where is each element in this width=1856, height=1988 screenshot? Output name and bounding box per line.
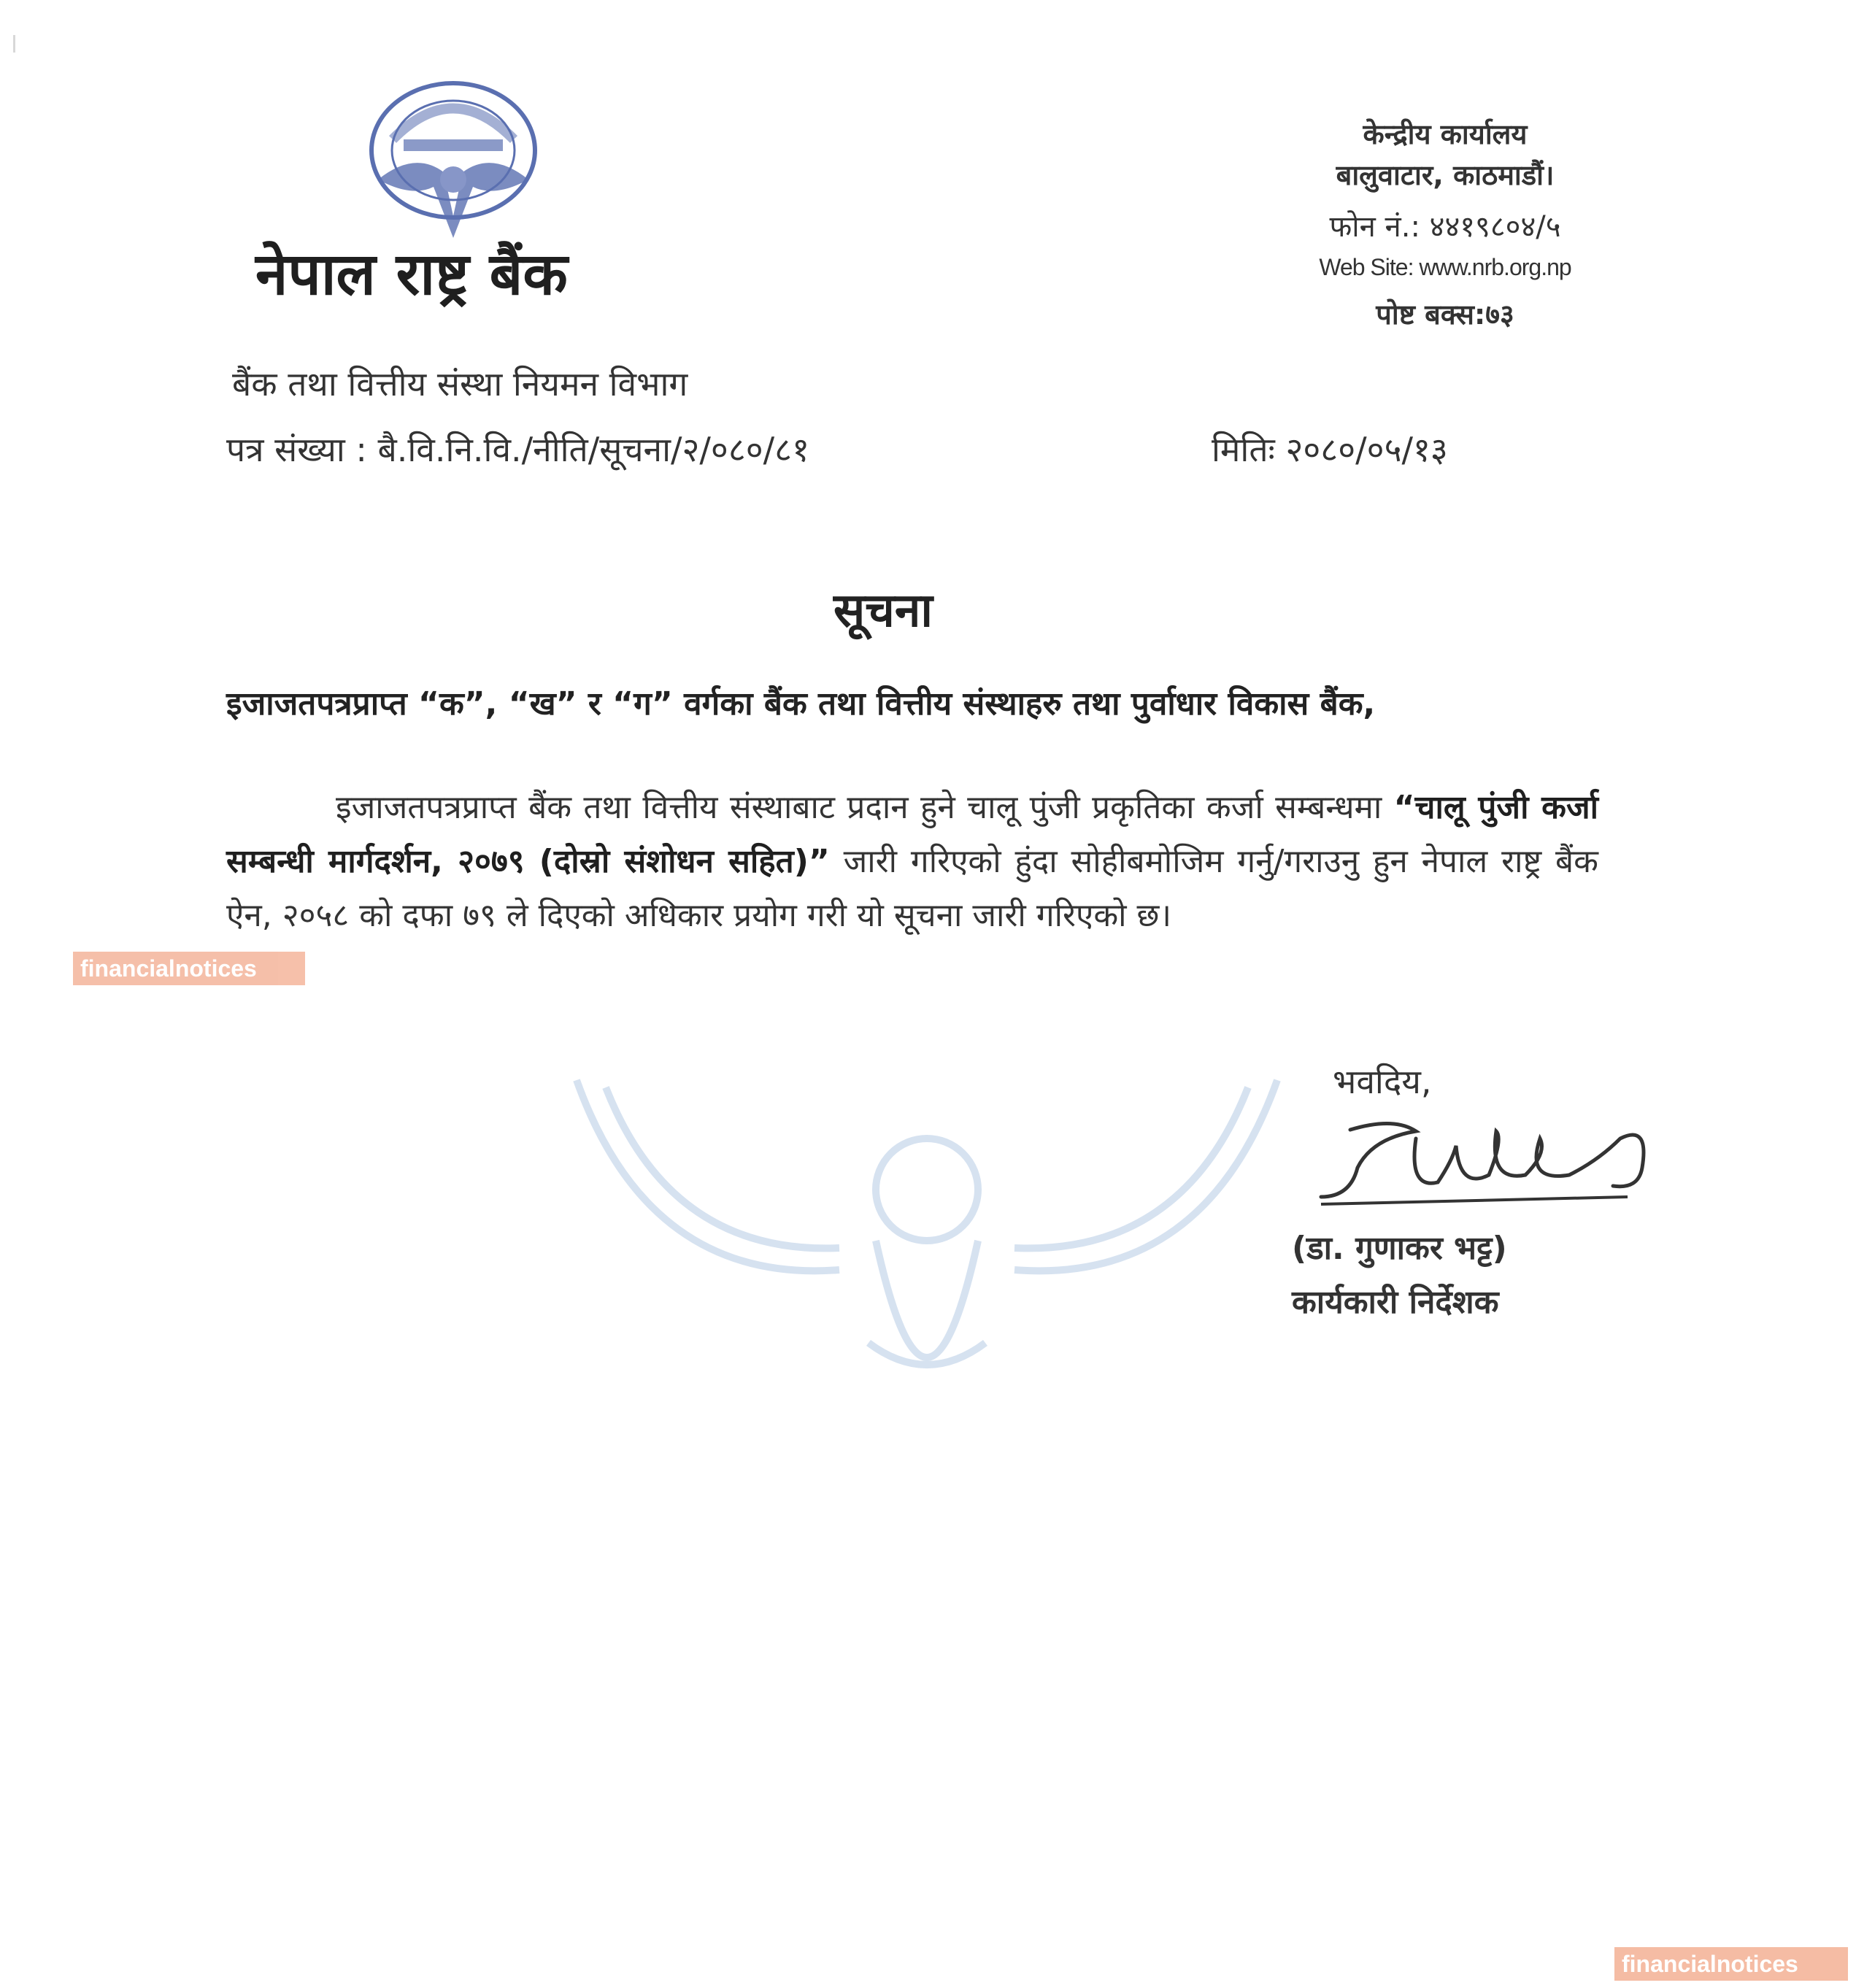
closing-regards: भवदिय,	[1333, 1062, 1432, 1101]
organization-name: नेपाल राष्ट्र बैंक	[255, 240, 568, 308]
signature-image	[1306, 1109, 1657, 1226]
department-name: बैंक तथा वित्तीय संस्था नियमन विभाग	[232, 364, 688, 404]
scan-edge-mark	[13, 35, 15, 53]
garuda-watermark-icon	[562, 1066, 1292, 1474]
watermark-stamp-left: financialnotices	[73, 952, 305, 985]
office-location: बालुवाटार, काठमाडौं।	[1336, 159, 1555, 191]
notice-paragraph	[226, 781, 1598, 943]
notice-title: सूचना	[833, 584, 933, 638]
body-text-part1: इजाजतपत्रप्राप्त बैंक तथा वित्तीय संस्थाबाट प्रदान हुने चालू पुंजी प्रकृतिका कर्जा सम्बन्धमा	[336, 789, 1394, 826]
guideline-name: “चालू पुंजी कर्जा सम्बन्धी मार्गदर्शन, २०७९ (दोस्रो संशोधन सहित)”	[226, 789, 1598, 880]
addressee-line: इजाजतपत्रप्राप्त “क”, “ख” र “ग” वर्गका बैंक तथा वित्तीय संस्थाहरु तथा पुर्वाधार विकास बैंक,	[226, 685, 1376, 723]
office-address-block	[1241, 114, 1649, 342]
po-box: पोष्ट बक्स:७३	[1376, 298, 1514, 331]
signatory-designation: कार्यकारी निर्देशक	[1292, 1284, 1499, 1321]
watermark-stamp-right: financialnotices	[1614, 1947, 1848, 1981]
letter-date: मितिः २०८०/०५/१३	[1212, 430, 1448, 469]
nrb-emblem-icon	[363, 70, 543, 245]
notice-body	[226, 781, 1598, 943]
reference-number: पत्र संख्या : बै.वि.नि.वि./नीति/सूचना/२/०८०/८१	[226, 430, 810, 469]
website: Web Site: www.nrb.org.np	[1319, 254, 1571, 280]
office-name: केन्द्रीय कार्यालय	[1363, 118, 1528, 150]
phone-number: फोन नं.: ४४१९८०४/५	[1329, 210, 1561, 244]
signatory-name: (डा. गुणाकर भट्ट)	[1292, 1230, 1507, 1267]
body-text-part2: जारी गरिएको हुंदा सोहीबमोजिम गर्नु/गराउनु हुन नेपाल राष्ट्र बैंक ऐन, २०५८ को दफा ७९ ले दिएको अधिकार प्रयोग गरी यो सूचना जारी गरिएको छ।	[226, 843, 1598, 934]
